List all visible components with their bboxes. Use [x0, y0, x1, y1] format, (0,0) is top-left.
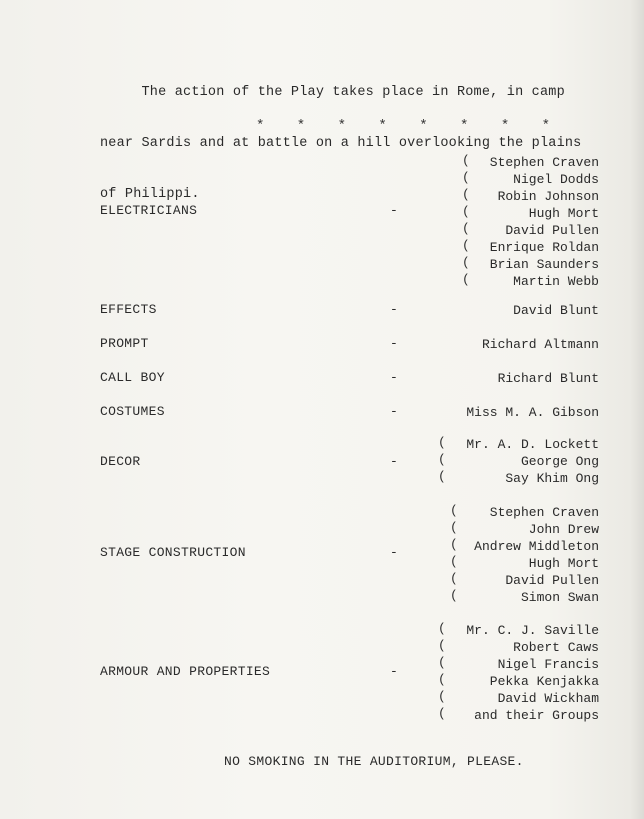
dash: - — [390, 664, 398, 679]
credit-name: Stephen Craven — [489, 505, 599, 520]
credit-name: Martin Webb — [513, 274, 599, 289]
credit-name: Mr. A. D. Lockett — [466, 437, 599, 452]
credit-name: Richard Blunt — [497, 371, 599, 386]
credit-name: Enrique Roldan — [489, 240, 599, 255]
dash: - — [390, 302, 398, 317]
intro-line: near Sardis and at battle on a hill overlooking the plains — [100, 136, 582, 151]
credit-name: David Wickham — [497, 691, 599, 706]
credit-name: Brian Saunders — [489, 257, 599, 272]
credit-names — [466, 436, 599, 487]
bracket: ( ( ( — [438, 435, 446, 484]
credit-names — [490, 154, 599, 290]
credit-names — [466, 622, 599, 724]
credit-names — [474, 504, 599, 606]
credit-role: EFFECTS — [100, 302, 157, 317]
credit-role: CALL BOY — [100, 370, 165, 385]
credit-name: Hugh Mort — [528, 556, 599, 571]
dash: - — [390, 454, 398, 469]
credit-names — [466, 404, 599, 421]
credit-name: Nigel Francis — [497, 657, 599, 672]
page-edge-shadow — [630, 0, 644, 819]
no-smoking-notice: NO SMOKING IN THE AUDITORIUM, PLEASE. — [224, 754, 524, 769]
dash: - — [390, 545, 398, 560]
credit-name: Stephen Craven — [489, 155, 599, 170]
intro-line: of Philippi. — [100, 187, 200, 202]
credit-role: COSTUMES — [100, 404, 165, 419]
bracket: ( ( ( ( ( ( — [438, 621, 446, 721]
dash: - — [390, 404, 398, 419]
bracket: ( ( ( ( ( ( — [450, 503, 458, 603]
credit-name: Say Khim Ong — [505, 471, 599, 486]
credit-name: Nigel Dodds — [513, 172, 599, 187]
credit-role: ELECTRICIANS — [100, 203, 198, 218]
star-divider: * * * * * * * * — [256, 118, 563, 134]
credit-name: Hugh Mort — [528, 206, 599, 221]
intro-line: The action of the Play takes place in Rome, in camp — [100, 85, 565, 100]
credit-role: PROMPT — [100, 336, 149, 351]
credit-name: Pekka Kenjakka — [489, 674, 599, 689]
credit-name: Andrew Middleton — [474, 539, 599, 554]
dash: - — [390, 336, 398, 351]
credit-name: John Drew — [528, 522, 599, 537]
credit-names — [498, 370, 599, 387]
credit-name: Robert Caws — [513, 640, 599, 655]
credit-name: George Ong — [520, 454, 599, 469]
credit-name: David Pullen — [505, 223, 599, 238]
credit-name: Robin Johnson — [497, 189, 599, 204]
credit-name: Simon Swan — [520, 590, 599, 605]
credit-name: David Pullen — [505, 573, 599, 588]
credit-name: Richard Altmann — [481, 337, 599, 352]
credit-role: ARMOUR AND PROPERTIES — [100, 664, 271, 679]
credit-name: Mr. C. J. Saville — [466, 623, 599, 638]
bracket: ( ( ( ( ( ( ( ( — [462, 153, 470, 287]
credit-name: Miss M. A. Gibson — [466, 405, 599, 420]
dash: - — [390, 370, 398, 385]
credit-role: STAGE CONSTRUCTION — [100, 545, 246, 560]
dash: - — [390, 203, 398, 218]
credit-names — [482, 336, 599, 353]
credit-role: DECOR — [100, 454, 141, 469]
credit-name: and their Groups — [474, 708, 599, 723]
credit-name: David Blunt — [513, 303, 599, 318]
credit-names — [513, 302, 599, 319]
